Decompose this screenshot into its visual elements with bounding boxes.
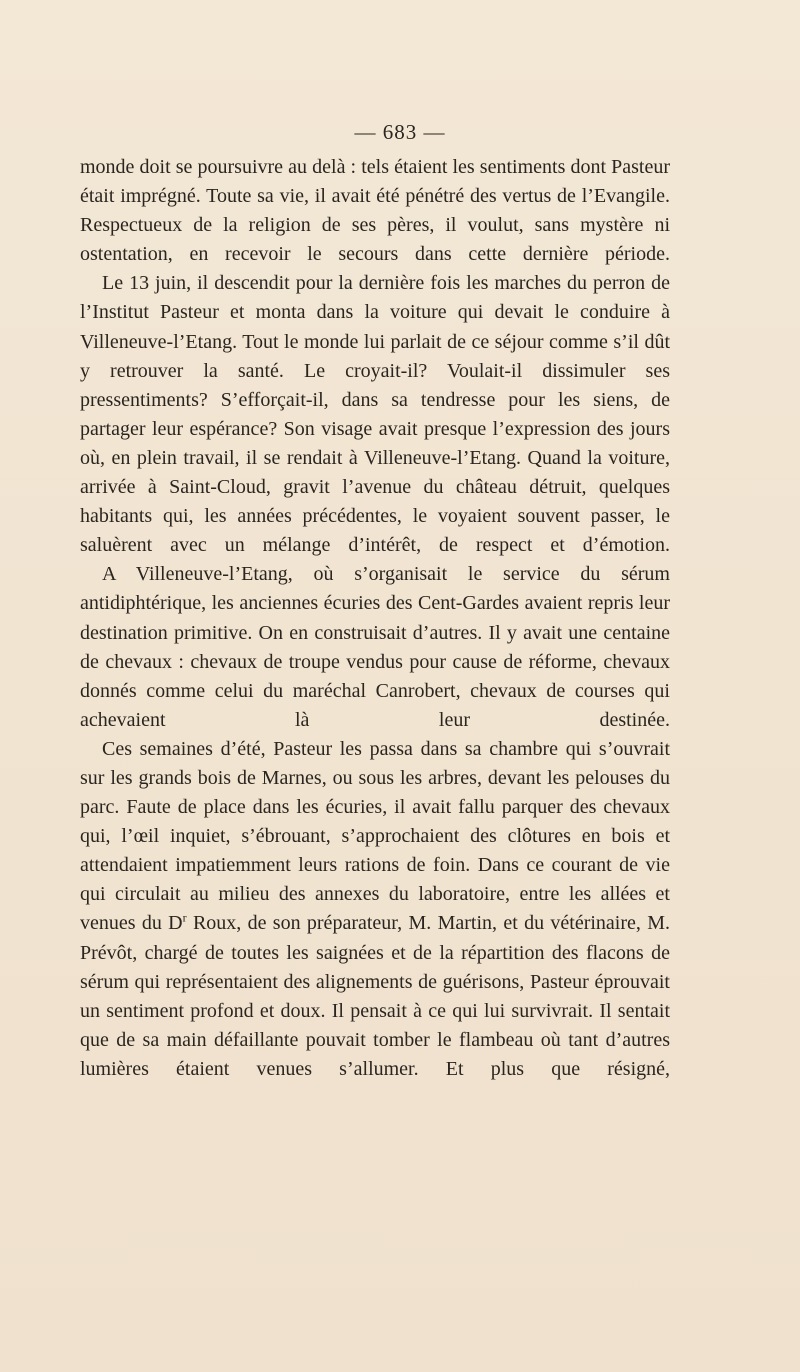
paragraph-4-part-1: Ces semaines d’été, Pasteur les passa dans sa chambre qui s’ouvrait sur les grands bois de Marnes, ou sous les arbres, devant les pelouses du parc. Faute de place dans les écuries, il avait fallu parquer des chevaux qui, l’œil inquiet, s’ébrouant, s’approchaient des clôtures en bois et attendaient impatiemment leurs rations de foin. Dans ce courant de vie qui circulait au milieu des annexes du laboratoire, entre les allées et venues du D	[80, 737, 670, 935]
doctor-abbreviation-superscript: r	[182, 910, 187, 925]
body-text	[80, 153, 670, 1084]
paragraph-4	[80, 735, 670, 1084]
paragraph-2: Le 13 juin, il descendit pour la dernière fois les marches du perron de l’Institut Pasteur et monta dans la voiture qui devait le conduire à Villeneuve-l’Etang. Tout le monde lui parlait de ce séjour comme s’il dût y retrouver la santé. Le croyait-il? Voulait-il dissimuler ses pressentiments? S’efforçait-il, dans sa tendresse pour les siens, de partager leur espérance? Son visage avait presque l’expression des jours où, en plein travail, il se rendait à Villeneuve-l’Etang. Quand la voiture, arrivée à Saint-Cloud, gravit l’avenue du château détruit, quelques habitants qui, les années précédentes, le voyaient souvent passer, le saluèrent avec un mélange d’intérêt, de respect et d’émotion.	[80, 272, 670, 557]
paragraph-3: A Villeneuve-l’Etang, où s’organisait le service du sérum antidiphtérique, les anciennes écuries des Cent-Gardes avaient repris leur destination primitive. On en construisait d’autres. Il y avait une centaine de chevaux : chevaux de troupe vendus pour cause de réforme, chevaux donnés comme celui du maréchal Canrobert, chevaux de courses qui achevaient là leur destinée.	[80, 563, 670, 731]
paragraph-1: monde doit se poursuivre au delà : tels étaient les sentiments dont Pasteur était imprégné. Toute sa vie, il avait été pénétré des vertus de l’Evangile. Respectueux de la religion de ses pères, il voulut, sans mystère ni ostentation, en recevoir le secours dans cette dernière période.	[80, 156, 670, 266]
paragraph-4-part-2: Roux, de son préparateur, M. Martin, et du vétérinaire, M. Prévôt, chargé de toutes les saignées et de la répartition des flacons de sérum qui représentaient des alignements de guérisons, Pasteur éprouvait un sentiment profond et doux. Il pensait à ce qui lui survivrait. Il sentait que de sa main défaillante pouvait tomber le flambeau où tant d’autres lumières étaient venues s’allumer. Et plus que résigné,	[80, 912, 670, 1080]
page-number: — 683 —	[354, 120, 446, 144]
